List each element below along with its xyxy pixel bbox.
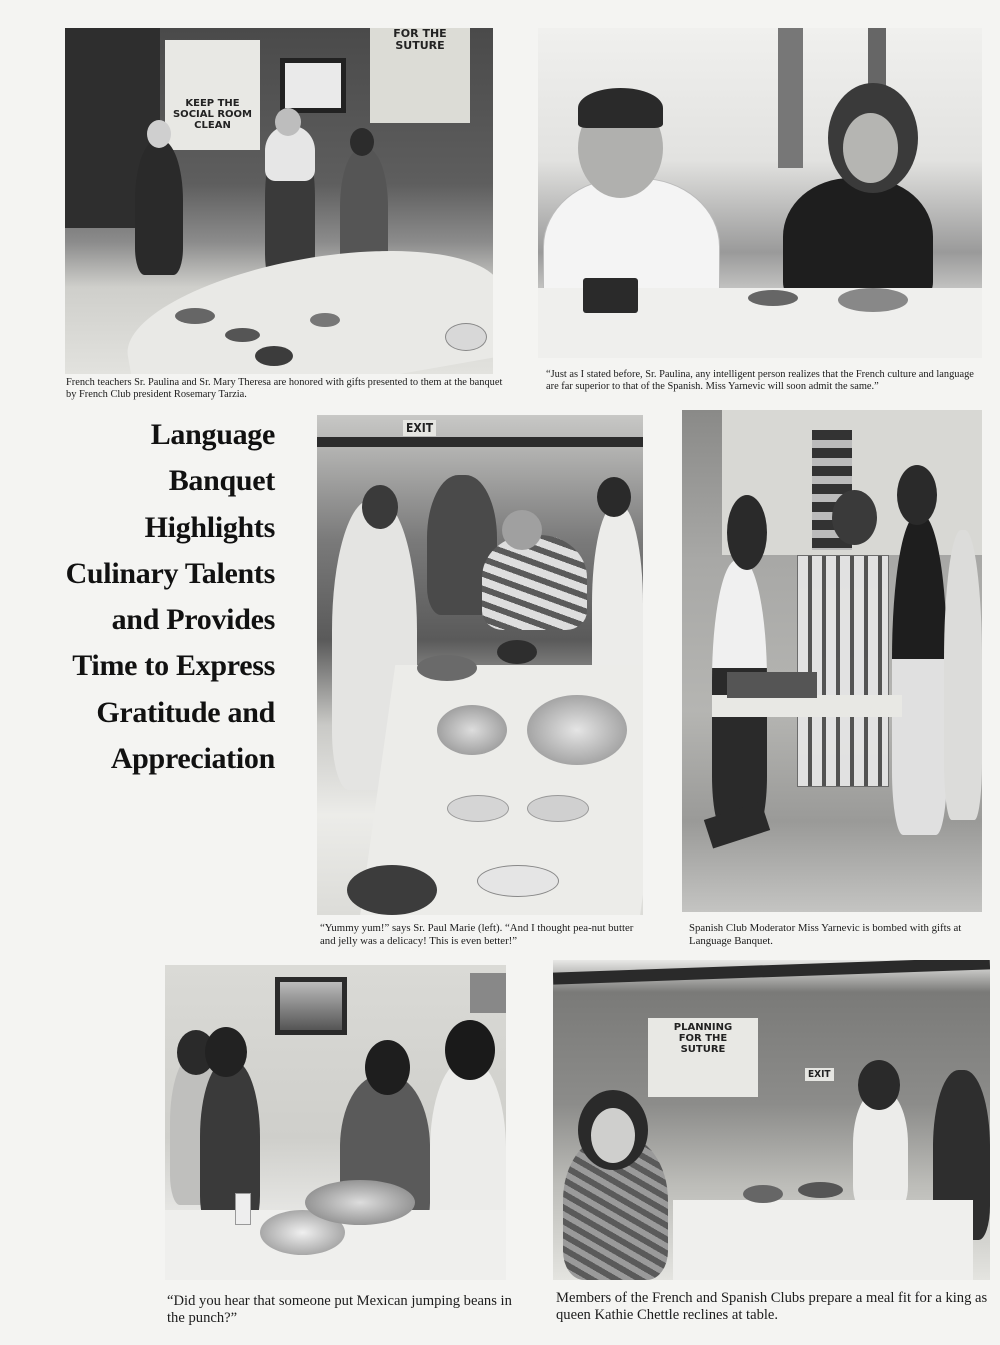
caption-buffet-line: “Yummy yum!” says Sr. Paul Marie (left). “And I thought pea-nut butter and jelly was a delicacy! This is even better!”	[320, 922, 634, 947]
caption-moderator-gifts: Spanish Club Moderator Miss Yarnevic is bombed with gifts at Language Banquet.	[689, 922, 962, 947]
banner-planning-future: PLANNING FOR THE SUTURE	[648, 1018, 758, 1097]
headline-line: Gratitude and	[96, 695, 275, 729]
sign-keep-clean: KEEP THE SOCIAL ROOM CLEAN	[165, 40, 260, 150]
camera	[583, 278, 638, 313]
page-headline	[20, 412, 275, 782]
stacked-gifts	[797, 555, 889, 787]
photo-two-women-at-table	[538, 28, 982, 358]
exit-sign: EXIT	[403, 420, 436, 436]
headline-line: Language	[150, 418, 275, 451]
caption-punch-bowl: “Did you hear that someone put Mexican jumping beans in the punch?”	[167, 1293, 512, 1326]
sign-for-the-future: FOR THE SUTURE	[370, 28, 470, 123]
headline-line: Banquet	[168, 464, 275, 498]
headline-line: Culinary Talents	[65, 556, 275, 590]
headline-line: and Provides	[111, 603, 275, 637]
photo-buffet-line	[317, 415, 643, 915]
photo-punch-bowl	[165, 965, 506, 1280]
photo-meal-preparation	[553, 960, 990, 1280]
caption-meal-preparation: Members of the French and Spanish Clubs prepare a meal fit for a king as queen Kathie Chettle reclines at table.	[556, 1290, 988, 1323]
photo-moderator-gifts	[682, 410, 982, 912]
headline-line: Time to Express	[72, 649, 275, 683]
wall-painting	[275, 977, 347, 1035]
exit-sign: EXIT	[805, 1068, 834, 1081]
headline-line: Appreciation	[110, 742, 275, 776]
headline-line: Highlights	[144, 510, 275, 544]
photo-teachers-honored	[65, 28, 493, 374]
caption-two-women: “Just as I stated before, Sr. Paulina, any intelligent person realizes that the French culture and language are far superior to that of the Spanish. Miss Yarnevic will soon admit the same.”	[546, 369, 974, 393]
caption-teachers-honored: French teachers Sr. Paulina and Sr. Mary Theresa are honored with gifts presented to them at the banquet by French Club president Rosemary Tarzia.	[66, 377, 503, 401]
